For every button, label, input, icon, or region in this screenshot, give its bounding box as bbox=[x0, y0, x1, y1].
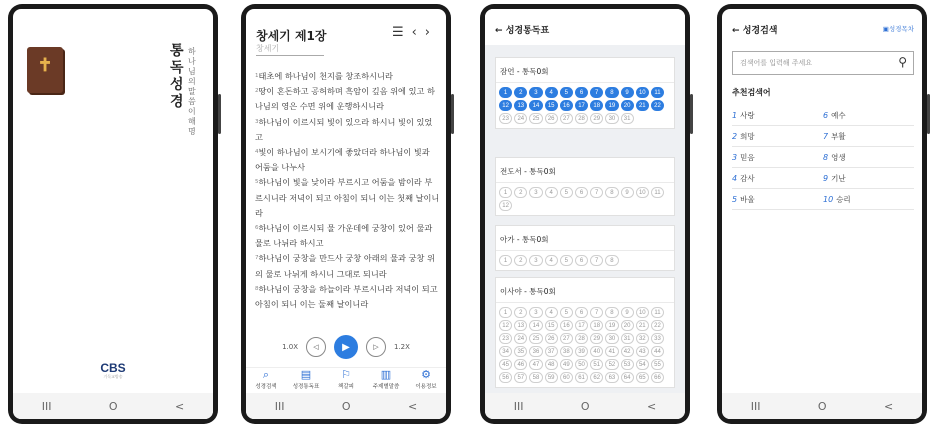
chapter-chip[interactable]: 25 bbox=[529, 333, 542, 344]
chapter-chip[interactable]: 12 bbox=[499, 320, 512, 331]
chapter-chip[interactable]: 21 bbox=[636, 320, 649, 331]
back-arrow-icon[interactable]: ← bbox=[495, 26, 506, 36]
chapter-chip[interactable]: 41 bbox=[605, 346, 618, 357]
title-underline bbox=[256, 55, 324, 56]
keyword-item[interactable] bbox=[823, 189, 914, 210]
chapter-chip[interactable]: 64 bbox=[621, 372, 634, 383]
keyword-item[interactable] bbox=[823, 126, 914, 147]
verse-text: 땅이 혼돈하고 공허하며 흑암이 깊음 위에 있고 하나님의 영은 수면 위에 운행하시니라 bbox=[255, 86, 435, 112]
keyword-text: 사랑 bbox=[740, 110, 755, 120]
phone-reader bbox=[241, 4, 451, 424]
verse[interactable] bbox=[255, 71, 393, 81]
chapter-chips bbox=[496, 183, 674, 215]
chapter-chip[interactable]: 25 bbox=[529, 113, 542, 124]
chapter-chip[interactable]: 53 bbox=[621, 359, 634, 370]
chapter-chip[interactable]: 46 bbox=[514, 359, 527, 370]
keyword-rank: 5 bbox=[732, 194, 738, 204]
chapter-chip[interactable]: 65 bbox=[636, 372, 649, 383]
keyword-text: 믿음 bbox=[740, 152, 755, 162]
list-icon: ▥ bbox=[380, 368, 392, 381]
chapter-chip[interactable]: 13 bbox=[514, 100, 527, 111]
keyword-rank: 7 bbox=[823, 131, 829, 141]
verse-number: 4 bbox=[255, 149, 259, 156]
chapter-chip[interactable]: 51 bbox=[590, 359, 603, 370]
home-button[interactable]: O bbox=[341, 399, 351, 413]
chapter-chip[interactable]: 22 bbox=[651, 320, 664, 331]
chapter-chip[interactable]: 31 bbox=[621, 113, 634, 124]
chapter-chip[interactable]: 5 bbox=[560, 87, 573, 98]
book-card bbox=[495, 57, 675, 129]
verse-text: 하나님이 빛을 낮이라 부르시고 어둠을 밤이라 부르시니라 저녁이 되고 아침이 되니 이는 첫째 날이니라 bbox=[255, 177, 440, 218]
keyword-rank: 1 bbox=[732, 110, 738, 120]
search-doc-icon: ⌕ bbox=[262, 368, 270, 381]
verse[interactable] bbox=[255, 86, 435, 111]
chapter-chip[interactable]: 12 bbox=[499, 100, 512, 111]
keyword-rank: 6 bbox=[823, 110, 829, 120]
android-nav-bar bbox=[485, 393, 685, 419]
chapter-chip[interactable]: 30 bbox=[605, 333, 618, 344]
cbs-logo-sub: 기독교방송 bbox=[103, 374, 123, 379]
keyword-rank: 4 bbox=[732, 173, 738, 183]
chapter-chip[interactable]: 26 bbox=[545, 113, 558, 124]
gear-icon: ⚙ bbox=[421, 368, 431, 381]
splash-screen bbox=[13, 9, 213, 419]
chapter-chip[interactable]: 2 bbox=[514, 255, 527, 266]
phone-progress bbox=[480, 4, 690, 424]
rewind-icon[interactable]: ◁ bbox=[306, 337, 326, 357]
chapter-chip[interactable]: 60 bbox=[560, 372, 573, 383]
page-title: 성경통독표 bbox=[505, 26, 550, 36]
chapter-chip[interactable]: 11 bbox=[651, 87, 664, 98]
recent-apps-button[interactable]: III bbox=[274, 399, 285, 413]
chapter-chip[interactable]: 66 bbox=[651, 372, 664, 383]
chapter-chip[interactable]: 29 bbox=[590, 113, 603, 124]
chapter-chip[interactable]: 27 bbox=[560, 113, 573, 124]
chapter-chip[interactable]: 11 bbox=[651, 307, 664, 318]
chapter-chip[interactable]: 32 bbox=[636, 333, 649, 344]
phone-search bbox=[717, 4, 927, 424]
recent-apps-button[interactable]: III bbox=[41, 399, 52, 413]
recent-apps-button[interactable]: III bbox=[513, 399, 524, 413]
home-button[interactable]: O bbox=[108, 399, 118, 413]
app-subtitle: 하나님의말씀이해명 bbox=[188, 47, 196, 136]
chapter-chip[interactable]: 7 bbox=[590, 187, 603, 198]
home-button[interactable]: O bbox=[580, 399, 590, 413]
chapter-chip[interactable]: 9 bbox=[621, 87, 634, 98]
chapter-chip[interactable]: 39 bbox=[575, 346, 588, 357]
chapter-chip[interactable]: 14 bbox=[529, 320, 542, 331]
keyword-item[interactable] bbox=[823, 105, 914, 126]
android-nav-bar bbox=[722, 393, 922, 419]
chapter-chip[interactable]: 1 bbox=[499, 87, 512, 98]
keyword-item[interactable] bbox=[823, 168, 914, 189]
chapter-chip[interactable]: 7 bbox=[590, 87, 603, 98]
chapter-chip[interactable]: 35 bbox=[514, 346, 527, 357]
search-input[interactable] bbox=[732, 51, 914, 75]
book-card bbox=[495, 225, 675, 271]
chapter-chip[interactable]: 10 bbox=[636, 307, 649, 318]
verse-text: 빛이 하나님이 보시기에 좋았더라 하나님이 빛과 어둠을 나누사 bbox=[255, 147, 430, 173]
chapter-chip[interactable]: 6 bbox=[575, 87, 588, 98]
chapter-chip[interactable]: 2 bbox=[514, 187, 527, 198]
chapter-chip[interactable]: 59 bbox=[545, 372, 558, 383]
chapter-chip[interactable]: 3 bbox=[529, 187, 542, 198]
android-nav-bar bbox=[246, 393, 446, 419]
chapter-chip[interactable]: 28 bbox=[575, 113, 588, 124]
chapter-chip[interactable]: 34 bbox=[499, 346, 512, 357]
book-subtitle: 창세기 bbox=[256, 44, 280, 53]
bible-book-icon: ✝ bbox=[27, 47, 63, 93]
toc-link[interactable]: ▣성경목차 bbox=[882, 25, 914, 33]
chapter-chip[interactable]: 57 bbox=[514, 372, 527, 383]
chapter-chip[interactable]: 2 bbox=[514, 87, 527, 98]
chapter-chip[interactable]: 18 bbox=[590, 320, 603, 331]
chapter-chip[interactable]: 37 bbox=[545, 346, 558, 357]
chapter-chip[interactable]: 26 bbox=[545, 333, 558, 344]
chapter-chip[interactable]: 4 bbox=[545, 255, 558, 266]
chapter-chip[interactable]: 6 bbox=[575, 187, 588, 198]
chapter-chip[interactable]: 54 bbox=[636, 359, 649, 370]
chapter-chip[interactable]: 17 bbox=[575, 100, 588, 111]
chapter-chip[interactable]: 50 bbox=[575, 359, 588, 370]
chapter-chip[interactable]: 48 bbox=[545, 359, 558, 370]
keyword-text: 희망 bbox=[740, 131, 755, 141]
back-arrow-icon[interactable]: ← bbox=[732, 26, 743, 36]
toolbar-info[interactable]: ⚙ 이용정보 bbox=[415, 368, 437, 390]
chapter-chip[interactable]: 9 bbox=[621, 187, 634, 198]
chapter-chip[interactable]: 23 bbox=[499, 333, 512, 344]
verse-number: 3 bbox=[255, 118, 259, 125]
home-button[interactable]: O bbox=[817, 399, 827, 413]
verse[interactable] bbox=[255, 177, 439, 217]
next-chevron-icon[interactable]: › bbox=[424, 25, 438, 40]
chapter-chip[interactable]: 8 bbox=[605, 87, 618, 98]
keyword-text: 예수 bbox=[831, 110, 846, 120]
chapter-chip[interactable]: 29 bbox=[590, 333, 603, 344]
chapter-chip[interactable]: 20 bbox=[621, 100, 634, 111]
chapter-chips bbox=[496, 83, 674, 128]
book-card bbox=[495, 277, 675, 388]
chapter-chip[interactable]: 15 bbox=[545, 100, 558, 111]
chapter-chip[interactable]: 20 bbox=[621, 320, 634, 331]
book-card-title: 잠언 - 통독0회 bbox=[496, 58, 674, 83]
menu-icon[interactable]: ☰ bbox=[391, 25, 412, 40]
verse-list bbox=[255, 69, 440, 312]
keyword-rank: 2 bbox=[732, 131, 738, 141]
chapter-chip[interactable]: 4 bbox=[545, 307, 558, 318]
chapter-chip[interactable]: 23 bbox=[499, 113, 512, 124]
audio-player bbox=[246, 327, 446, 367]
chapter-chip[interactable]: 6 bbox=[575, 255, 588, 266]
search-icon[interactable]: ⚲ bbox=[898, 55, 907, 69]
chapter-chip[interactable]: 19 bbox=[605, 100, 618, 111]
chapter-chip[interactable]: 27 bbox=[560, 333, 573, 344]
chapter-chip[interactable]: 8 bbox=[605, 187, 618, 198]
chapter-chip[interactable]: 52 bbox=[605, 359, 618, 370]
chapter-chip[interactable]: 11 bbox=[651, 187, 664, 198]
book-icon: ▤ bbox=[300, 368, 312, 381]
chapter-chip[interactable]: 62 bbox=[590, 372, 603, 383]
keyword-rank: 10 bbox=[823, 194, 834, 204]
android-nav-bar bbox=[13, 393, 213, 419]
back-button[interactable]: < bbox=[884, 399, 894, 413]
chapter-chip[interactable]: 9 bbox=[621, 307, 634, 318]
search-placeholder: 검색어를 입력해 주세요 bbox=[740, 59, 813, 67]
verse-text: 하나님이 궁창을 하늘이라 부르시니라 저녁이 되고 아침이 되니 이는 둘째 날이니라 bbox=[255, 283, 438, 310]
verse[interactable] bbox=[255, 117, 432, 142]
verse[interactable] bbox=[255, 147, 430, 172]
page-title: 성경검색 bbox=[742, 26, 778, 36]
back-button[interactable]: < bbox=[175, 399, 185, 413]
verse[interactable] bbox=[255, 253, 435, 278]
chapter-chip[interactable]: 1 bbox=[499, 307, 512, 318]
keyword-text: 부활 bbox=[831, 131, 846, 141]
chapter-chip[interactable]: 24 bbox=[514, 113, 527, 124]
chapter-chip[interactable]: 1 bbox=[499, 255, 512, 266]
verse-text: 하나님이 궁창을 만드사 궁창 아래의 물과 궁창 위의 물로 나뉘게 하시니 그대로 되니라 bbox=[255, 253, 435, 279]
play-button[interactable]: ▶ bbox=[334, 335, 358, 359]
verse[interactable] bbox=[255, 284, 438, 309]
chapter-chip[interactable]: 3 bbox=[529, 87, 542, 98]
chapter-chip[interactable]: 24 bbox=[514, 333, 527, 344]
chapter-chip[interactable]: 49 bbox=[560, 359, 573, 370]
chapter-chip[interactable]: 63 bbox=[605, 372, 618, 383]
verse-number: 1 bbox=[255, 73, 259, 79]
speed-slow-label: 1.0X bbox=[282, 343, 298, 351]
chapter-chip[interactable]: 17 bbox=[575, 320, 588, 331]
chapter-chip[interactable]: 3 bbox=[529, 307, 542, 318]
chapter-title: 창세기 제1장 bbox=[256, 29, 327, 43]
chapter-chip[interactable]: 21 bbox=[636, 100, 649, 111]
chapter-chip[interactable]: 18 bbox=[590, 100, 603, 111]
chapter-chip[interactable]: 36 bbox=[529, 346, 542, 357]
toolbar-topics[interactable]: ▥ 주제별말씀 bbox=[372, 368, 400, 390]
verse-number: 8 bbox=[255, 285, 259, 292]
verse-number: 7 bbox=[255, 255, 259, 262]
chapter-chip[interactable]: 8 bbox=[605, 255, 618, 266]
chapter-chip[interactable]: 7 bbox=[590, 255, 603, 266]
progress-screen bbox=[485, 9, 685, 419]
chapter-chip[interactable]: 55 bbox=[651, 359, 664, 370]
bookmark-icon: ⚐ bbox=[341, 368, 351, 381]
verse-text: 태초에 하나님이 천지를 창조하시니라 bbox=[258, 71, 393, 81]
chapter-chip[interactable]: 22 bbox=[651, 100, 664, 111]
toolbar-bookmark[interactable]: ⚐ 책갈피 bbox=[338, 368, 354, 390]
reader-screen bbox=[246, 9, 446, 419]
book-card-title: 아가 - 통독0회 bbox=[496, 226, 674, 251]
chapter-chip[interactable]: 43 bbox=[636, 346, 649, 357]
chapter-chip[interactable]: 6 bbox=[575, 307, 588, 318]
prev-chevron-icon[interactable]: ‹ bbox=[411, 25, 425, 40]
keyword-text: 영생 bbox=[831, 152, 846, 162]
keyword-rank: 9 bbox=[823, 173, 829, 183]
chapter-chip[interactable]: 4 bbox=[545, 87, 558, 98]
keyword-text: 바울 bbox=[740, 194, 755, 204]
speed-fast-label: 1.2X bbox=[394, 343, 410, 351]
verse-number: 5 bbox=[255, 179, 259, 186]
chapter-chip[interactable]: 40 bbox=[590, 346, 603, 357]
chapter-chip[interactable]: 1 bbox=[499, 187, 512, 198]
verse[interactable] bbox=[255, 223, 432, 248]
chapter-chip[interactable]: 28 bbox=[575, 333, 588, 344]
chapter-chip[interactable]: 10 bbox=[636, 87, 649, 98]
search-screen bbox=[722, 9, 922, 419]
keyword-item[interactable] bbox=[732, 147, 823, 168]
chapter-chip[interactable]: 30 bbox=[605, 113, 618, 124]
chapter-chips bbox=[496, 303, 674, 387]
keyword-rank: 8 bbox=[823, 152, 829, 162]
book-card-title: 전도서 - 통독0회 bbox=[496, 158, 674, 183]
phone-splash bbox=[8, 4, 218, 424]
chapter-chip[interactable]: 38 bbox=[560, 346, 573, 357]
toc-icon: ▣ bbox=[882, 25, 889, 33]
chapter-chip[interactable]: 5 bbox=[560, 307, 573, 318]
chapter-chip[interactable]: 8 bbox=[605, 307, 618, 318]
chapter-chip[interactable]: 2 bbox=[514, 307, 527, 318]
keyword-item[interactable] bbox=[732, 168, 823, 189]
cbs-logo: CBS bbox=[100, 361, 126, 375]
chapter-chip[interactable]: 12 bbox=[499, 200, 512, 211]
chapter-chip[interactable]: 19 bbox=[605, 320, 618, 331]
keyword-item[interactable] bbox=[823, 147, 914, 168]
book-card bbox=[495, 157, 675, 216]
chapter-chip[interactable]: 33 bbox=[651, 333, 664, 344]
verse-text: 하나님이 이르시되 물 가운데에 궁창이 있어 물과 물로 나뉘라 하시고 bbox=[255, 223, 433, 249]
recommended-title: 추천검색어 bbox=[732, 88, 771, 97]
chapter-chip[interactable]: 5 bbox=[560, 255, 573, 266]
chapter-chip[interactable]: 3 bbox=[529, 255, 542, 266]
keyword-item[interactable] bbox=[732, 126, 823, 147]
chapter-chip[interactable]: 16 bbox=[560, 320, 573, 331]
keyword-rank: 3 bbox=[732, 152, 738, 162]
toolbar-reading-plan[interactable]: ▤ 성경통독표 bbox=[292, 368, 320, 390]
recommended-keywords bbox=[732, 105, 914, 210]
keyword-item[interactable] bbox=[732, 105, 823, 126]
chapter-chip[interactable]: 56 bbox=[499, 372, 512, 383]
chapter-chip[interactable]: 13 bbox=[514, 320, 527, 331]
chapter-chip[interactable]: 58 bbox=[529, 372, 542, 383]
chapter-chip[interactable]: 7 bbox=[590, 307, 603, 318]
chapter-chip[interactable]: 16 bbox=[560, 100, 573, 111]
chapter-chip[interactable]: 10 bbox=[636, 187, 649, 198]
chapter-chip[interactable]: 61 bbox=[575, 372, 588, 383]
chapter-chip[interactable]: 42 bbox=[621, 346, 634, 357]
chapter-chip[interactable]: 14 bbox=[529, 100, 542, 111]
progress-header bbox=[485, 9, 685, 45]
back-button[interactable]: < bbox=[408, 399, 418, 413]
keyword-item[interactable] bbox=[732, 189, 823, 210]
forward-icon[interactable]: ▷ bbox=[366, 337, 386, 357]
chapter-chip[interactable]: 47 bbox=[529, 359, 542, 370]
app-title: 통독성경 bbox=[170, 43, 184, 110]
keyword-text: 감사 bbox=[740, 173, 755, 183]
toolbar-search[interactable]: ⌕ 성경검색 bbox=[255, 368, 277, 390]
recent-apps-button[interactable]: III bbox=[750, 399, 761, 413]
chapter-chip[interactable]: 31 bbox=[621, 333, 634, 344]
chapter-chip[interactable]: 44 bbox=[651, 346, 664, 357]
chapter-chip[interactable]: 5 bbox=[560, 187, 573, 198]
book-card-title: 이사야 - 통독0회 bbox=[496, 278, 674, 303]
chapter-chip[interactable]: 15 bbox=[545, 320, 558, 331]
verse-text: 하나님이 이르시되 빛이 있으라 하시니 빛이 있었고 bbox=[255, 116, 433, 142]
chapter-chip[interactable]: 4 bbox=[545, 187, 558, 198]
back-button[interactable]: < bbox=[647, 399, 657, 413]
chapter-chips bbox=[496, 251, 674, 270]
chapter-chip[interactable]: 45 bbox=[499, 359, 512, 370]
verse-number: 2 bbox=[255, 88, 259, 95]
keyword-text: 승리 bbox=[836, 194, 851, 204]
verse-number: 6 bbox=[255, 225, 259, 232]
keyword-text: 기난 bbox=[831, 173, 846, 183]
